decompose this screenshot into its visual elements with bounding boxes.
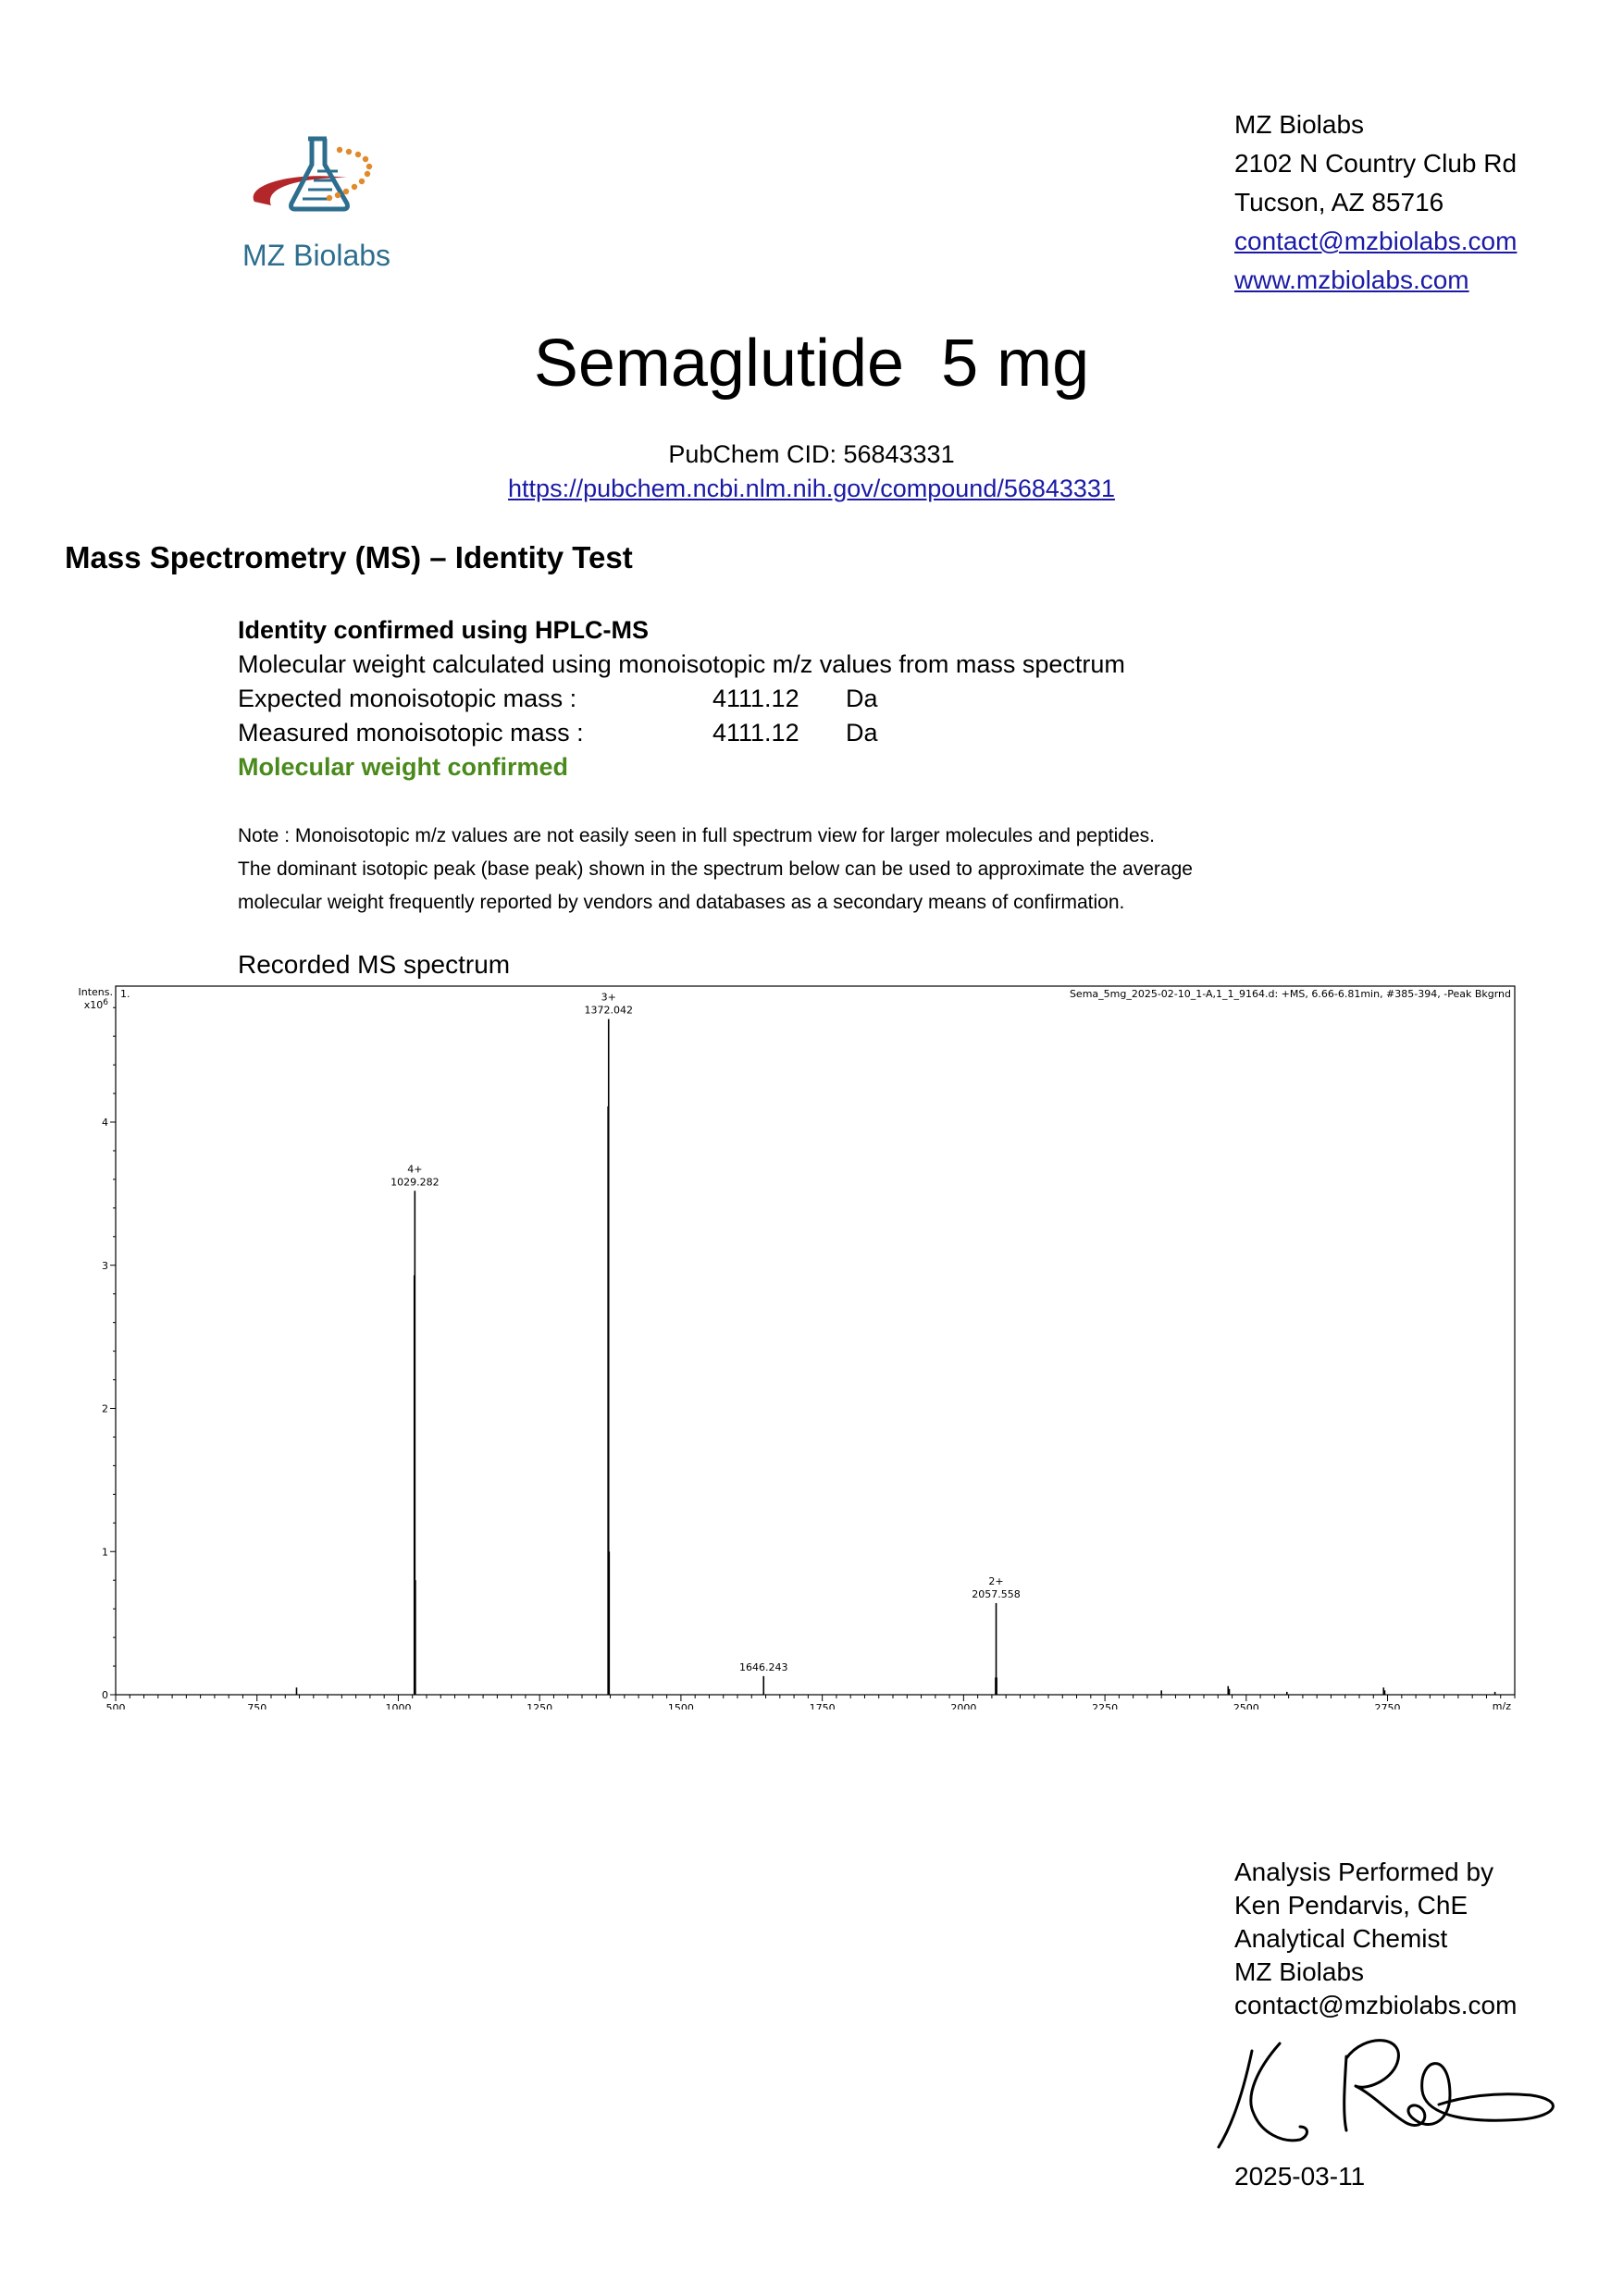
y-axis-label-scale [84,998,109,1011]
peak-mz-label: 1372.042 [584,1004,633,1017]
expected-mass-unit: Da [846,685,878,712]
measured-mass-value: 4111.12 [712,719,799,747]
measured-mass-row [238,716,1125,750]
x-tick-label: 1500 [667,1702,694,1710]
pubchem-link[interactable]: https://pubchem.ncbi.nlm.nih.gov/compound/56843331 [508,475,1115,502]
pubchem-cid: PubChem CID: 56843331 [668,440,955,468]
peak-mz-label: 1029.282 [390,1176,440,1189]
y-tick-label: 1 [102,1546,108,1559]
report-date: 2025-03-11 [1234,2162,1366,2191]
y-tick-label: 4 [102,1117,108,1129]
x-tick-label: 2750 [1374,1702,1401,1710]
ms-spectrum-svg [65,979,1523,1710]
x-tick-label: 2250 [1092,1702,1119,1710]
expected-mass-label: Expected monoisotopic mass : [238,685,577,712]
analyst-heading: Analysis Performed by [1234,1858,1494,1886]
y-tick-label: 3 [102,1259,108,1272]
page-title: Semaglutide 5 mg [533,327,1090,401]
signature [1208,2031,1578,2160]
street-address: 2102 N Country Club Rd [1234,149,1518,178]
peak-charge-label: 4+ [407,1163,423,1176]
flask-logo-icon [236,130,421,241]
x-tick-label: 750 [247,1702,267,1710]
x-tick-label: 1000 [385,1702,412,1710]
ms-spectrum-chart [65,979,1523,1710]
analyst-email: contact@mzbiolabs.com [1234,1991,1518,2019]
measured-mass-label: Measured monoisotopic mass : [238,719,584,747]
note-line-3: molecular weight frequently reported by vendors and databases as a secondary means of confirmation. [238,892,1125,913]
pubchem-info [0,438,1623,506]
x-tick-label: 500 [105,1702,126,1710]
note-block [238,820,1193,920]
analyst-role: Analytical Chemist [1234,1924,1448,1953]
chart-header: Sema_5mg_2025-02-10_1-A,1_1_9164.d: +MS, 6.66-6.81min, #385-394, -Peak Bkgrnd [1069,988,1511,1000]
analyst-block [1234,1856,1517,2022]
y-tick-label: 0 [102,1689,108,1701]
note-line-1: Note : Monoisotopic m/z values are not easily seen in full spectrum view for larger molecules and peptides. [238,825,1155,846]
x-tick-label: 2000 [950,1702,977,1710]
identity-heading: Identity confirmed using HPLC-MS [238,616,650,644]
email-link[interactable]: contact@mzbiolabs.com [1234,227,1518,255]
x-axis-label: m/z [1492,1700,1511,1710]
company-logo [236,130,421,278]
analyst-org: MZ Biolabs [1234,1957,1365,1986]
result-status: Molecular weight confirmed [238,753,569,781]
y-axis-exponent: 6 [103,998,108,1007]
logo-text: MZ Biolabs [242,239,391,272]
company-address [1234,105,1517,300]
x-tick-label: 2500 [1233,1702,1259,1710]
note-line-2: The dominant isotopic peak (base peak) shown in the spectrum below can be used to approximate the average [238,858,1193,880]
city-state-zip: Tucson, AZ 85716 [1234,188,1444,216]
peak-charge-label: 3+ [601,991,616,1004]
x-tick-label: 1750 [809,1702,836,1710]
analyst-name: Ken Pendarvis, ChE [1234,1891,1468,1920]
handwritten-signature-icon [1208,2031,1578,2160]
plot-frame [116,986,1515,1695]
y-axis-scale-text: x10 [83,999,104,1011]
company-name: MZ Biolabs [1234,110,1365,139]
expected-mass-row [238,682,1125,716]
y-axis-label-intens: Intens. [78,986,113,998]
spectrum-caption: Recorded MS spectrum [238,950,511,979]
website-link[interactable]: www.mzbiolabs.com [1234,265,1469,294]
section-heading: Mass Spectrometry (MS) – Identity Test [65,540,633,574]
y-tick-label: 2 [102,1402,108,1415]
peak-mz-label: 1646.243 [739,1660,788,1673]
peak-mz-label: 2057.558 [972,1587,1021,1600]
identity-block [238,613,1125,784]
identity-description: Molecular weight calculated using monoisotopic m/z values from mass spectrum [238,650,1125,678]
measured-mass-unit: Da [846,719,878,747]
x-tick-label: 1250 [527,1702,553,1710]
panel-label: 1. [120,988,130,1000]
expected-mass-value: 4111.12 [712,685,799,712]
peak-charge-label: 2+ [988,1574,1004,1587]
